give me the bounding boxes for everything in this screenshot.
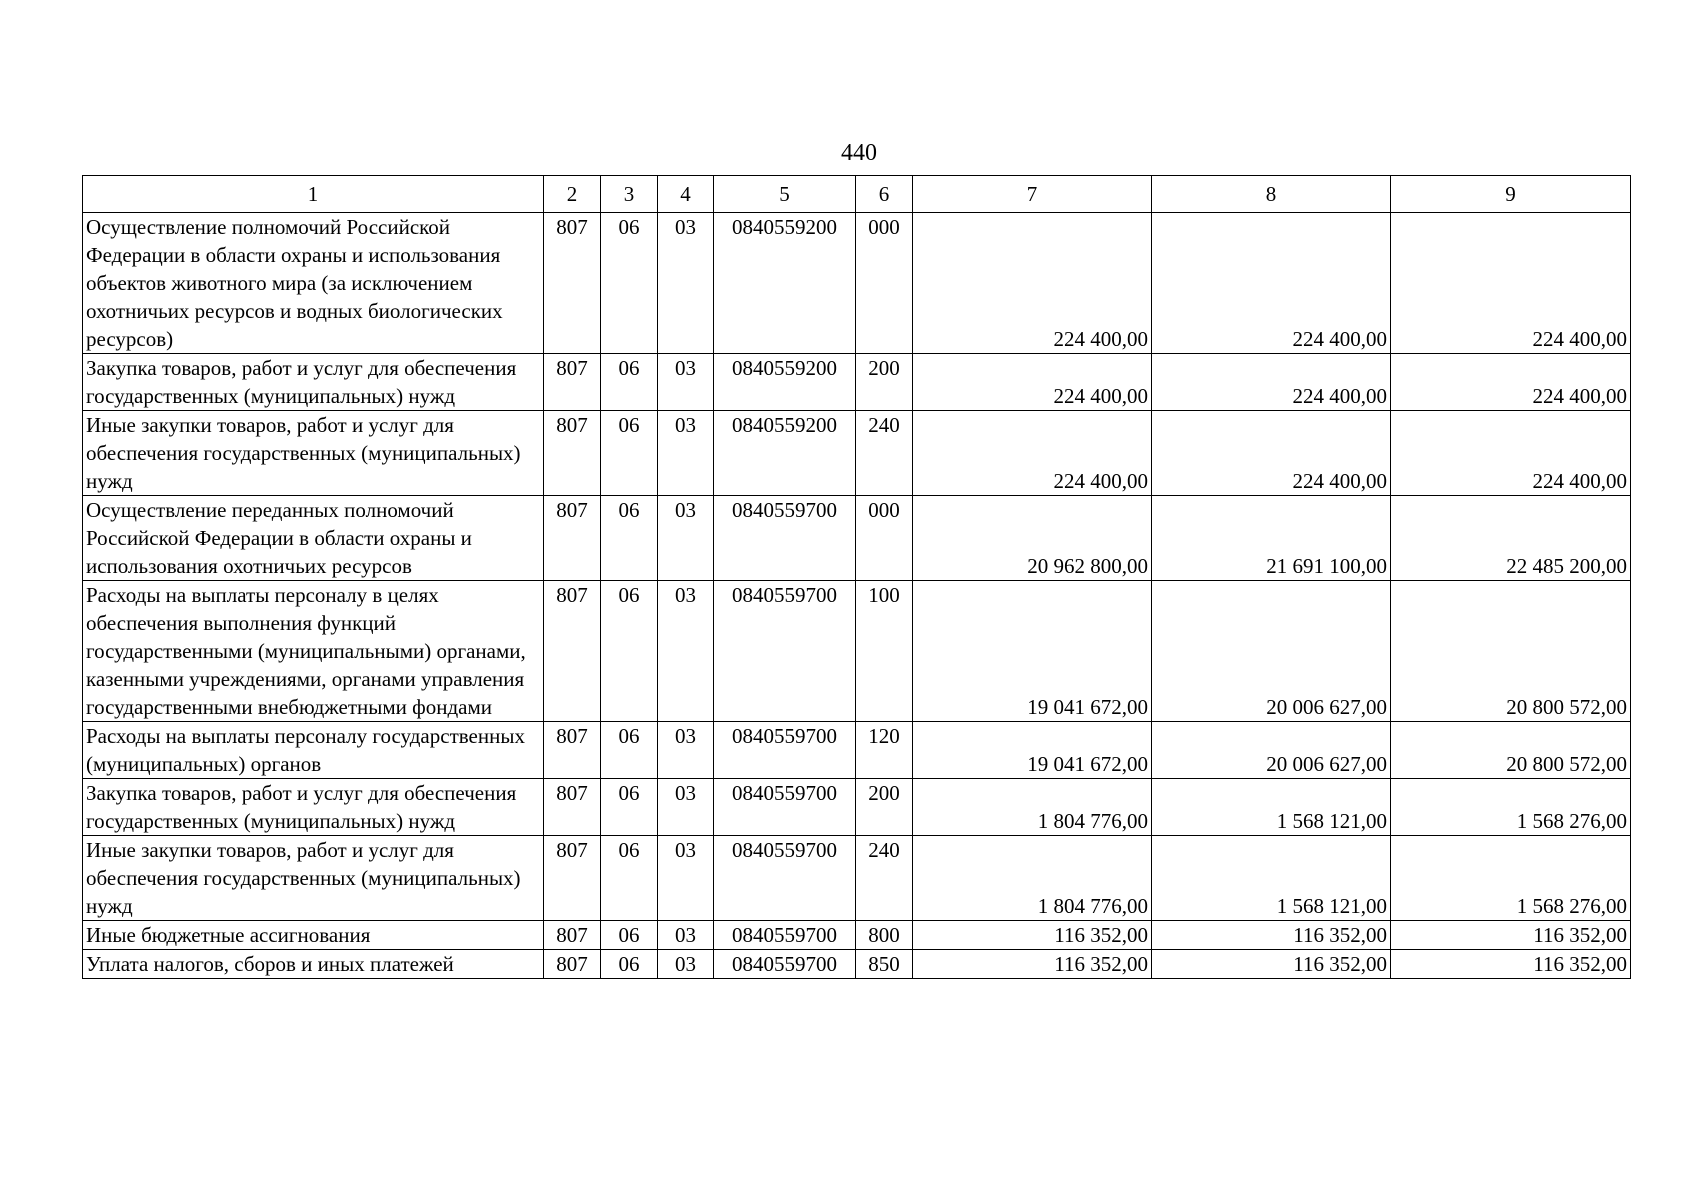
cell-c7: 1 804 776,00 xyxy=(913,779,1152,836)
cell-c9: 224 400,00 xyxy=(1391,411,1631,496)
column-header: 2 xyxy=(544,176,601,213)
cell-c9: 116 352,00 xyxy=(1391,950,1631,979)
cell-c5: 0840559700 xyxy=(714,581,856,722)
cell-c3: 06 xyxy=(601,411,658,496)
cell-c9: 22 485 200,00 xyxy=(1391,496,1631,581)
row-name: Иные бюджетные ассигнования xyxy=(83,921,544,950)
cell-c3: 06 xyxy=(601,836,658,921)
cell-c6: 800 xyxy=(856,921,913,950)
table-row xyxy=(83,950,1631,979)
cell-c7: 116 352,00 xyxy=(913,950,1152,979)
cell-c4: 03 xyxy=(658,779,714,836)
row-name: Уплата налогов, сборов и иных платежей xyxy=(83,950,544,979)
cell-c8: 224 400,00 xyxy=(1152,213,1391,354)
cell-c9: 1 568 276,00 xyxy=(1391,836,1631,921)
cell-c2: 807 xyxy=(544,779,601,836)
cell-c8: 20 006 627,00 xyxy=(1152,722,1391,779)
table-row xyxy=(83,921,1631,950)
cell-c7: 19 041 672,00 xyxy=(913,722,1152,779)
cell-c5: 0840559700 xyxy=(714,779,856,836)
cell-c8: 224 400,00 xyxy=(1152,411,1391,496)
cell-c4: 03 xyxy=(658,581,714,722)
cell-c2: 807 xyxy=(544,581,601,722)
row-name: Расходы на выплаты персоналу государственных (муниципальных) органов xyxy=(83,722,544,779)
cell-c7: 1 804 776,00 xyxy=(913,836,1152,921)
row-name: Иные закупки товаров, работ и услуг для обеспечения государственных (муниципальных) нужд xyxy=(83,836,544,921)
cell-c4: 03 xyxy=(658,213,714,354)
cell-c6: 240 xyxy=(856,836,913,921)
table-row xyxy=(83,354,1631,411)
table-row xyxy=(83,836,1631,921)
page-number: 440 xyxy=(841,140,877,166)
cell-c7: 20 962 800,00 xyxy=(913,496,1152,581)
cell-c4: 03 xyxy=(658,950,714,979)
cell-c8: 21 691 100,00 xyxy=(1152,496,1391,581)
cell-c8: 1 568 121,00 xyxy=(1152,836,1391,921)
cell-c5: 0840559700 xyxy=(714,950,856,979)
cell-c4: 03 xyxy=(658,411,714,496)
cell-c2: 807 xyxy=(544,836,601,921)
cell-c5: 0840559200 xyxy=(714,411,856,496)
table-row xyxy=(83,496,1631,581)
row-name: Осуществление полномочий Российской Федерации в области охраны и использования объектов животного мира (за исключением охотничьих ресурсов и водных биологических ресурсов) xyxy=(83,213,544,354)
row-name: Иные закупки товаров, работ и услуг для обеспечения государственных (муниципальных) нужд xyxy=(83,411,544,496)
column-header: 3 xyxy=(601,176,658,213)
cell-c7: 224 400,00 xyxy=(913,213,1152,354)
cell-c6: 200 xyxy=(856,779,913,836)
cell-c6: 000 xyxy=(856,213,913,354)
cell-c4: 03 xyxy=(658,354,714,411)
cell-c2: 807 xyxy=(544,950,601,979)
cell-c6: 120 xyxy=(856,722,913,779)
cell-c2: 807 xyxy=(544,496,601,581)
cell-c8: 116 352,00 xyxy=(1152,950,1391,979)
cell-c6: 000 xyxy=(856,496,913,581)
cell-c3: 06 xyxy=(601,354,658,411)
cell-c7: 224 400,00 xyxy=(913,411,1152,496)
cell-c3: 06 xyxy=(601,921,658,950)
cell-c8: 116 352,00 xyxy=(1152,921,1391,950)
cell-c8: 224 400,00 xyxy=(1152,354,1391,411)
cell-c6: 850 xyxy=(856,950,913,979)
column-header: 5 xyxy=(714,176,856,213)
cell-c6: 200 xyxy=(856,354,913,411)
cell-c6: 240 xyxy=(856,411,913,496)
cell-c4: 03 xyxy=(658,722,714,779)
row-name: Закупка товаров, работ и услуг для обеспечения государственных (муниципальных) нужд xyxy=(83,779,544,836)
cell-c9: 116 352,00 xyxy=(1391,921,1631,950)
column-header: 8 xyxy=(1152,176,1391,213)
column-header: 9 xyxy=(1391,176,1631,213)
cell-c3: 06 xyxy=(601,950,658,979)
table-row xyxy=(83,722,1631,779)
column-header: 4 xyxy=(658,176,714,213)
budget-table xyxy=(82,175,1631,979)
cell-c4: 03 xyxy=(658,496,714,581)
cell-c9: 20 800 572,00 xyxy=(1391,722,1631,779)
cell-c5: 0840559700 xyxy=(714,836,856,921)
cell-c7: 116 352,00 xyxy=(913,921,1152,950)
cell-c9: 224 400,00 xyxy=(1391,354,1631,411)
column-header: 7 xyxy=(913,176,1152,213)
cell-c8: 20 006 627,00 xyxy=(1152,581,1391,722)
cell-c2: 807 xyxy=(544,411,601,496)
table-row xyxy=(83,213,1631,354)
cell-c5: 0840559700 xyxy=(714,921,856,950)
cell-c9: 1 568 276,00 xyxy=(1391,779,1631,836)
cell-c3: 06 xyxy=(601,496,658,581)
cell-c9: 224 400,00 xyxy=(1391,213,1631,354)
cell-c2: 807 xyxy=(544,722,601,779)
cell-c9: 20 800 572,00 xyxy=(1391,581,1631,722)
column-header: 6 xyxy=(856,176,913,213)
table-row xyxy=(83,779,1631,836)
cell-c2: 807 xyxy=(544,213,601,354)
row-name: Осуществление переданных полномочий Российской Федерации в области охраны и использования охотничьих ресурсов xyxy=(83,496,544,581)
cell-c2: 807 xyxy=(544,354,601,411)
cell-c3: 06 xyxy=(601,213,658,354)
cell-c5: 0840559200 xyxy=(714,354,856,411)
cell-c7: 19 041 672,00 xyxy=(913,581,1152,722)
cell-c5: 0840559700 xyxy=(714,722,856,779)
cell-c4: 03 xyxy=(658,836,714,921)
column-header: 1 xyxy=(83,176,544,213)
cell-c3: 06 xyxy=(601,581,658,722)
cell-c3: 06 xyxy=(601,779,658,836)
cell-c5: 0840559700 xyxy=(714,496,856,581)
cell-c2: 807 xyxy=(544,921,601,950)
cell-c8: 1 568 121,00 xyxy=(1152,779,1391,836)
cell-c3: 06 xyxy=(601,722,658,779)
table-row xyxy=(83,411,1631,496)
cell-c4: 03 xyxy=(658,921,714,950)
cell-c6: 100 xyxy=(856,581,913,722)
cell-c5: 0840559200 xyxy=(714,213,856,354)
row-name: Расходы на выплаты персоналу в целях обеспечения выполнения функций государственными (муниципальными) органами, казенными учреждениями, органами управления государственными внебюджетными фондами xyxy=(83,581,544,722)
row-name: Закупка товаров, работ и услуг для обеспечения государственных (муниципальных) нужд xyxy=(83,354,544,411)
table-row xyxy=(83,581,1631,722)
header-row xyxy=(83,176,1631,213)
cell-c7: 224 400,00 xyxy=(913,354,1152,411)
